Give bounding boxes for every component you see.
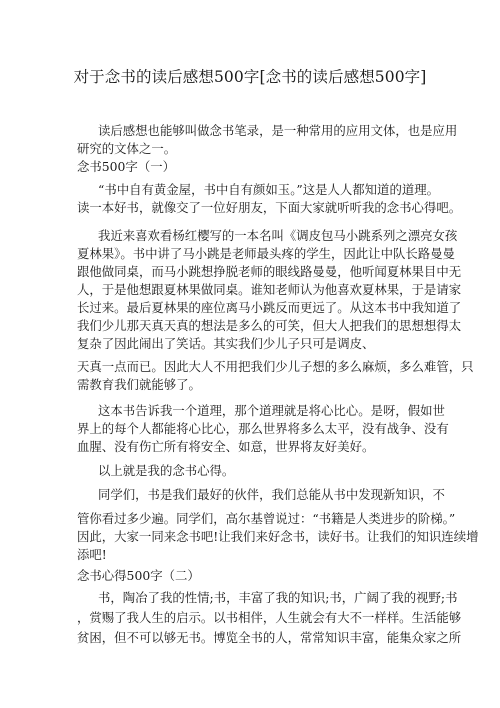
section-heading: 念书500字（一） bbox=[77, 159, 175, 174]
text-line: 需教育我们就能够了。 bbox=[77, 377, 201, 392]
text-line: 贫困，但不可以够无书。博览全书的人，常常知识丰富，能集众家之所 bbox=[77, 630, 462, 645]
text-line: 长过来。最后夏林果的座位离马小跳反而更远了。从这本书中我知道了 bbox=[77, 300, 462, 315]
text-line: 管你看过多少遍。同学们，高尔基曾说过：“书籍是人类进步的阶梯。” bbox=[77, 511, 456, 526]
text-line: 因此，大家一同来念书吧!让我们来好念书，读好书。让我们的知识连续增 bbox=[77, 529, 479, 544]
text-line: 读一本好书，就像交了一位好朋友，下面大家就听听我的念书心得吧。 bbox=[77, 200, 462, 215]
document-title: 对于念书的读后感想500字[念书的读后感想500字] bbox=[73, 68, 427, 86]
text-line: 血腥、没有伤亡所有将安全、如意，世界将友好美好。 bbox=[77, 439, 375, 454]
text-line: 以上就是我的念书心得。 bbox=[98, 463, 235, 478]
text-line: 我们少儿那天真天真的想法是多么的可笑，但大人把我们的思想想得太 bbox=[77, 318, 462, 333]
text-line: 我近来喜欢看杨红樱写的一本名叫《调皮包马小跳系列之漂亮女孩 bbox=[98, 228, 458, 243]
text-line: ，赏赐了我人生的启示。以书相伴，人生就会有大不一样样。生活能够 bbox=[77, 610, 462, 625]
section-heading: 念书心得500字（二） bbox=[77, 568, 200, 583]
text-line: 复杂了因此闹出了笑话。其实我们少儿子只可是调皮、 bbox=[77, 336, 375, 351]
text-line: 人，于是他想跟夏林果做同桌。谁知老师认为他喜欢夏林果，于是请家 bbox=[77, 282, 462, 297]
text-line: 天真一点而已。因此大人不用把我们少儿子想的多么麻烦，多么难管，只 bbox=[77, 359, 474, 374]
text-line: 夏林果》。书中讲了马小跳是老师最头疼的学生，因此让中队长路曼曼 bbox=[77, 246, 455, 261]
text-line: “书中自有黄金屋，书中自有颜如玉。”这是人人都知道的道理。 bbox=[98, 182, 440, 197]
text-line: 研究的文体之一。 bbox=[77, 141, 177, 156]
text-line: 添吧! bbox=[77, 547, 107, 562]
text-line: 这本书告诉我一个道理，那个道理就是将心比心。是呀，假如世 bbox=[98, 403, 445, 418]
text-line: 书，陶冶了我的性情;书，丰富了我的知识;书，广阔了我的视野;书 bbox=[98, 590, 458, 605]
text-line: 读后感想也能够叫做念书笔录，是一种常用的应用文体，也是应用 bbox=[98, 123, 458, 138]
text-line: 界上的每个人都能将心比心，那么世界将多么太平，没有战争、没有 bbox=[77, 421, 449, 436]
text-line: 跟他做同桌，而马小跳想挣脱老师的眼线路曼曼，他听闻夏林果目中无 bbox=[77, 264, 462, 279]
text-line: 同学们，书是我们最好的伙伴，我们总能从书中发现新知识，不 bbox=[98, 487, 445, 502]
